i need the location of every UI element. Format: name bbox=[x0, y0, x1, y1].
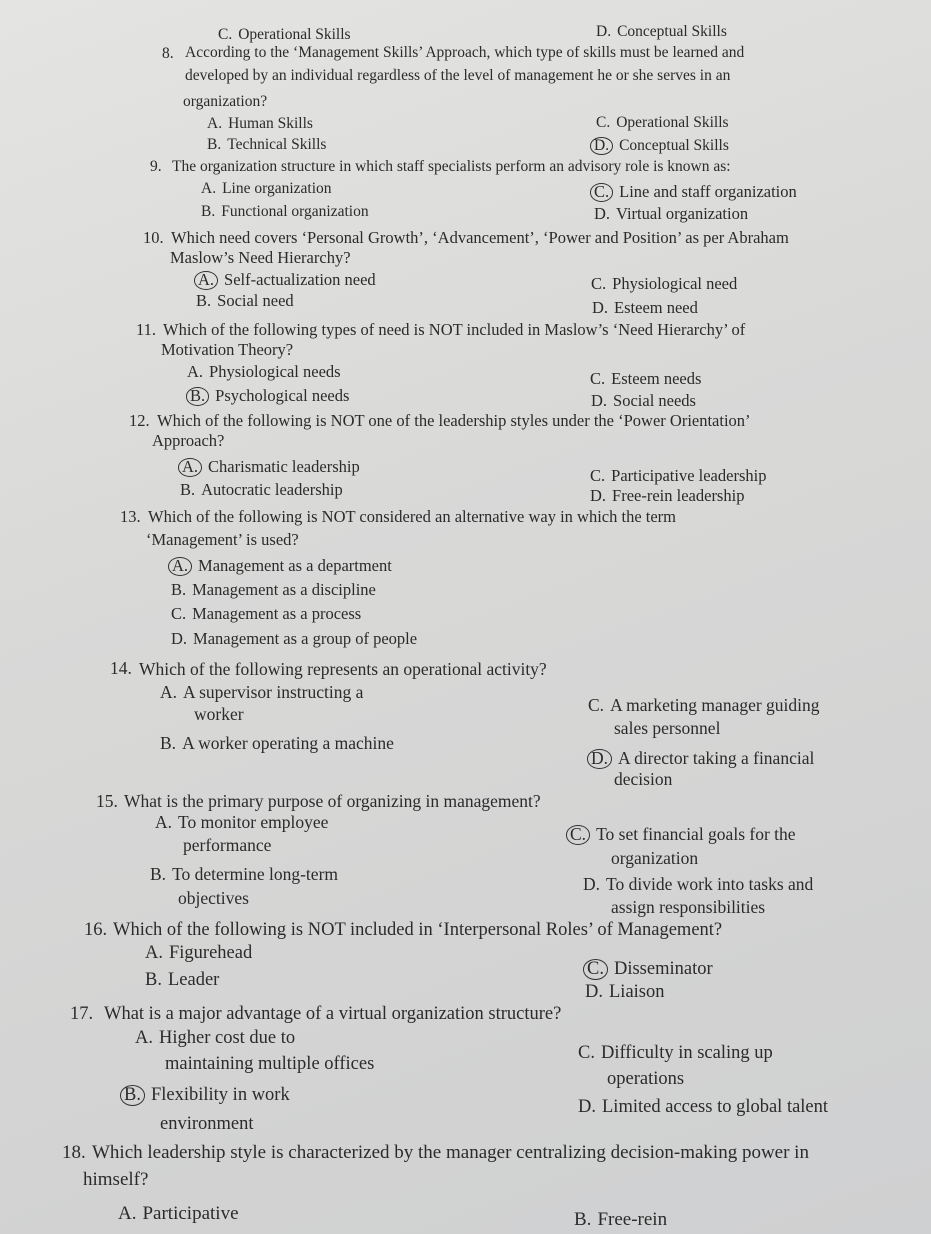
option-text: Charismatic leadership bbox=[208, 457, 360, 476]
q15-option-b bbox=[150, 866, 338, 884]
option-label: C. bbox=[591, 274, 607, 293]
answer-circle-mark: A. bbox=[168, 557, 192, 576]
option-text: Participative leadership bbox=[611, 466, 767, 485]
option-text: Free-rein bbox=[597, 1209, 668, 1230]
option-text: A director taking a financial bbox=[618, 748, 815, 768]
q14-number: 14. bbox=[110, 658, 132, 678]
q17-option-b bbox=[124, 1085, 290, 1106]
option-label: B. bbox=[160, 733, 177, 753]
option-text: To monitor employee bbox=[178, 812, 329, 832]
q11-option-b bbox=[190, 387, 349, 406]
option-text: Flexibility in work bbox=[150, 1085, 290, 1105]
option-label: D. bbox=[590, 486, 607, 505]
q14-text: Which of the following represents an operational activity? bbox=[139, 659, 547, 679]
option-text: Line and staff organization bbox=[619, 182, 797, 201]
option-text: Disseminator bbox=[613, 959, 713, 979]
q15-option-b-cont: objectives bbox=[178, 888, 249, 908]
option-text: Figurehead bbox=[169, 943, 253, 963]
option-label: D. bbox=[583, 874, 601, 894]
q17-text: What is a major advantage of a virtual organization structure? bbox=[104, 1004, 562, 1024]
option-text: A marketing manager guiding bbox=[610, 695, 820, 715]
q17-option-a bbox=[135, 1029, 295, 1048]
option-label: A. bbox=[135, 1028, 153, 1048]
q12-option-c bbox=[590, 468, 766, 485]
q8-option-c bbox=[596, 115, 729, 131]
q14-option-d bbox=[591, 749, 814, 769]
q11-number: 11. bbox=[136, 320, 157, 339]
q17-option-d bbox=[578, 1098, 828, 1117]
q11-text: Motivation Theory? bbox=[161, 340, 294, 359]
q14-option-a bbox=[160, 684, 363, 702]
option-label: A. bbox=[155, 812, 173, 832]
option-label: D. bbox=[591, 391, 608, 410]
option-text: Management as a process bbox=[192, 604, 362, 623]
option-text: Self-actualization need bbox=[224, 270, 376, 289]
q10-text: Maslow’s Need Hierarchy? bbox=[170, 248, 351, 267]
q8-option-b bbox=[207, 137, 326, 153]
option-label: C. bbox=[596, 114, 611, 131]
option-label: C. bbox=[218, 26, 233, 43]
q18-option-a bbox=[118, 1204, 239, 1223]
q13-option-a bbox=[172, 557, 392, 576]
option-text: Free-rein leadership bbox=[612, 486, 745, 505]
q16-number: 16. bbox=[84, 920, 108, 940]
q8-text: According to the ‘Management Skills’ Approach, which type of skills must be learned and bbox=[185, 44, 745, 61]
option-label: B. bbox=[207, 136, 222, 153]
q11-option-c bbox=[590, 371, 701, 388]
q8-text: developed by an individual regardless of the level of management he or she serves in an bbox=[185, 67, 731, 84]
q8-option-d bbox=[594, 137, 729, 155]
option-label: B. bbox=[171, 580, 187, 599]
option-text: Conceptual Skills bbox=[617, 23, 727, 40]
q10-number: 10. bbox=[143, 228, 164, 247]
q11-option-d bbox=[591, 393, 696, 410]
option-text: To determine long-term bbox=[172, 864, 339, 884]
option-label: B. bbox=[180, 480, 196, 499]
option-text: Esteem need bbox=[614, 298, 698, 317]
q17-option-b-cont: environment bbox=[160, 1114, 254, 1134]
q17-option-a-cont: maintaining multiple offices bbox=[165, 1054, 375, 1074]
q13-text: Which of the following is NOT considered an alternative way in which the term bbox=[148, 507, 676, 526]
q10-option-b bbox=[196, 293, 294, 310]
q10-option-a bbox=[198, 271, 376, 290]
q9-option-b bbox=[201, 204, 369, 220]
option-label: D. bbox=[578, 1097, 596, 1117]
q16-option-d bbox=[585, 983, 665, 1002]
q9-option-c bbox=[594, 183, 797, 202]
q8-text: organization? bbox=[183, 93, 268, 110]
q15-option-c bbox=[570, 825, 796, 845]
option-text: To set financial goals for the bbox=[596, 824, 796, 844]
option-label: D. bbox=[596, 23, 612, 40]
option-text: Conceptual Skills bbox=[619, 137, 729, 154]
q11-option-a bbox=[187, 364, 341, 381]
q12-text: Which of the following is NOT one of the leadership styles under the ‘Power Orientation’ bbox=[157, 411, 751, 430]
answer-circle-mark: C. bbox=[590, 183, 613, 202]
option-label: C. bbox=[578, 1043, 595, 1063]
option-label: D. bbox=[585, 982, 603, 1002]
q12-option-d bbox=[590, 488, 744, 505]
answer-circle-mark: D. bbox=[590, 137, 613, 155]
option-label: B. bbox=[150, 864, 167, 884]
option-text: Human Skills bbox=[228, 115, 313, 132]
q10-text: Which need covers ‘Personal Growth’, ‘Advancement’, ‘Power and Position’ as per Abraham bbox=[171, 228, 789, 247]
option-label: D. bbox=[594, 204, 611, 223]
q14-option-c bbox=[588, 697, 820, 715]
q7-option-c bbox=[218, 27, 351, 43]
q9-option-a bbox=[201, 181, 332, 197]
answer-circle-mark: A. bbox=[194, 271, 218, 290]
q18-text: Which leadership style is characterized by the manager centralizing decision-making power in bbox=[92, 1142, 809, 1163]
q14-option-b bbox=[160, 735, 394, 753]
option-text: Management as a discipline bbox=[192, 580, 376, 599]
q15-option-a-cont: performance bbox=[183, 835, 272, 855]
q12-option-a bbox=[182, 458, 360, 477]
option-text: Liaison bbox=[609, 982, 665, 1002]
option-text: Physiological need bbox=[612, 274, 738, 293]
q18-text: himself? bbox=[83, 1169, 149, 1190]
option-label: C. bbox=[588, 695, 605, 715]
option-text: Physiological needs bbox=[209, 362, 341, 381]
q15-option-d bbox=[583, 876, 813, 894]
answer-circle-mark: C. bbox=[566, 825, 590, 845]
option-label: A. bbox=[145, 943, 163, 963]
answer-circle-mark: B. bbox=[186, 387, 209, 406]
option-text: Functional organization bbox=[221, 203, 369, 220]
option-text: Social need bbox=[217, 291, 294, 310]
option-text: Technical Skills bbox=[227, 136, 327, 153]
option-label: D. bbox=[171, 629, 188, 648]
option-text: A worker operating a machine bbox=[182, 733, 394, 753]
q10-option-c bbox=[591, 276, 737, 293]
q16-text: Which of the following is NOT included in ‘Interpersonal Roles’ of Management? bbox=[113, 920, 723, 940]
option-text: Virtual organization bbox=[616, 204, 749, 223]
option-text: Higher cost due to bbox=[159, 1028, 296, 1048]
option-label: A. bbox=[118, 1203, 137, 1224]
answer-circle-mark: B. bbox=[120, 1085, 145, 1106]
option-label: B. bbox=[201, 203, 216, 220]
q7-option-d bbox=[596, 24, 727, 40]
option-label: A. bbox=[160, 682, 178, 702]
option-label: C. bbox=[171, 604, 187, 623]
q17-option-c-cont: operations bbox=[607, 1069, 685, 1089]
option-label: B. bbox=[196, 291, 212, 310]
option-text: Psychological needs bbox=[215, 386, 350, 405]
option-text: Management as a group of people bbox=[193, 629, 418, 648]
option-text: To divide work into tasks and bbox=[606, 874, 814, 894]
q12-option-b bbox=[180, 482, 343, 499]
q13-number: 13. bbox=[120, 507, 141, 526]
q15-option-d-cont: assign responsibilities bbox=[611, 897, 766, 917]
q8-number: 8. bbox=[162, 45, 174, 62]
q13-option-b bbox=[171, 582, 376, 599]
option-label: D. bbox=[592, 298, 609, 317]
option-label: B. bbox=[574, 1209, 592, 1230]
q18-option-b bbox=[574, 1210, 667, 1229]
q13-option-c bbox=[171, 606, 361, 623]
option-label: B. bbox=[145, 970, 162, 990]
q10-option-d bbox=[592, 300, 698, 317]
option-label: C. bbox=[590, 369, 606, 388]
option-text: Operational Skills bbox=[238, 26, 351, 43]
q9-number: 9. bbox=[150, 158, 162, 175]
q12-text: Approach? bbox=[152, 431, 225, 450]
q9-text: The organization structure in which staff specialists perform an advisory role is known as: bbox=[172, 158, 731, 175]
option-text: Social needs bbox=[613, 391, 696, 410]
option-text: Line organization bbox=[222, 180, 332, 197]
option-label: A. bbox=[201, 180, 217, 197]
option-text: Difficulty in scaling up bbox=[600, 1043, 773, 1063]
option-text: Management as a department bbox=[198, 556, 392, 575]
q14-option-a-cont: worker bbox=[194, 704, 244, 724]
answer-circle-mark: C. bbox=[583, 959, 608, 980]
option-text: Autocratic leadership bbox=[201, 480, 343, 499]
q14-option-c-cont: sales personnel bbox=[614, 718, 721, 738]
q18-number: 18. bbox=[62, 1142, 86, 1163]
q17-number: 17. bbox=[70, 1004, 94, 1024]
q8-option-a bbox=[207, 116, 313, 132]
q16-option-c bbox=[587, 959, 713, 980]
option-text: Esteem needs bbox=[611, 369, 702, 388]
option-text: Participative bbox=[142, 1203, 239, 1224]
q14-option-d-cont: decision bbox=[614, 769, 673, 789]
q13-text: ‘Management’ is used? bbox=[146, 530, 299, 549]
answer-circle-mark: D. bbox=[587, 749, 612, 769]
q15-number: 15. bbox=[96, 791, 118, 811]
option-text: Leader bbox=[167, 970, 220, 990]
option-text: Limited access to global talent bbox=[602, 1097, 829, 1117]
q17-option-c bbox=[578, 1044, 773, 1063]
q16-option-a bbox=[145, 944, 252, 963]
q11-text: Which of the following types of need is NOT included in Maslow’s ‘Need Hierarchy’ of bbox=[163, 320, 746, 339]
q16-option-b bbox=[145, 971, 219, 990]
option-label: C. bbox=[590, 466, 606, 485]
q9-option-d bbox=[594, 206, 748, 223]
option-text: A supervisor instructing a bbox=[183, 682, 364, 702]
option-label: A. bbox=[187, 362, 204, 381]
q15-text: What is the primary purpose of organizing in management? bbox=[124, 791, 541, 811]
q15-option-c-cont: organization bbox=[611, 848, 699, 868]
q13-option-d bbox=[171, 631, 417, 648]
option-text: Operational Skills bbox=[616, 114, 729, 131]
q12-number: 12. bbox=[129, 411, 150, 430]
option-label: A. bbox=[207, 115, 223, 132]
answer-circle-mark: A. bbox=[178, 458, 202, 477]
q15-option-a bbox=[155, 814, 328, 832]
